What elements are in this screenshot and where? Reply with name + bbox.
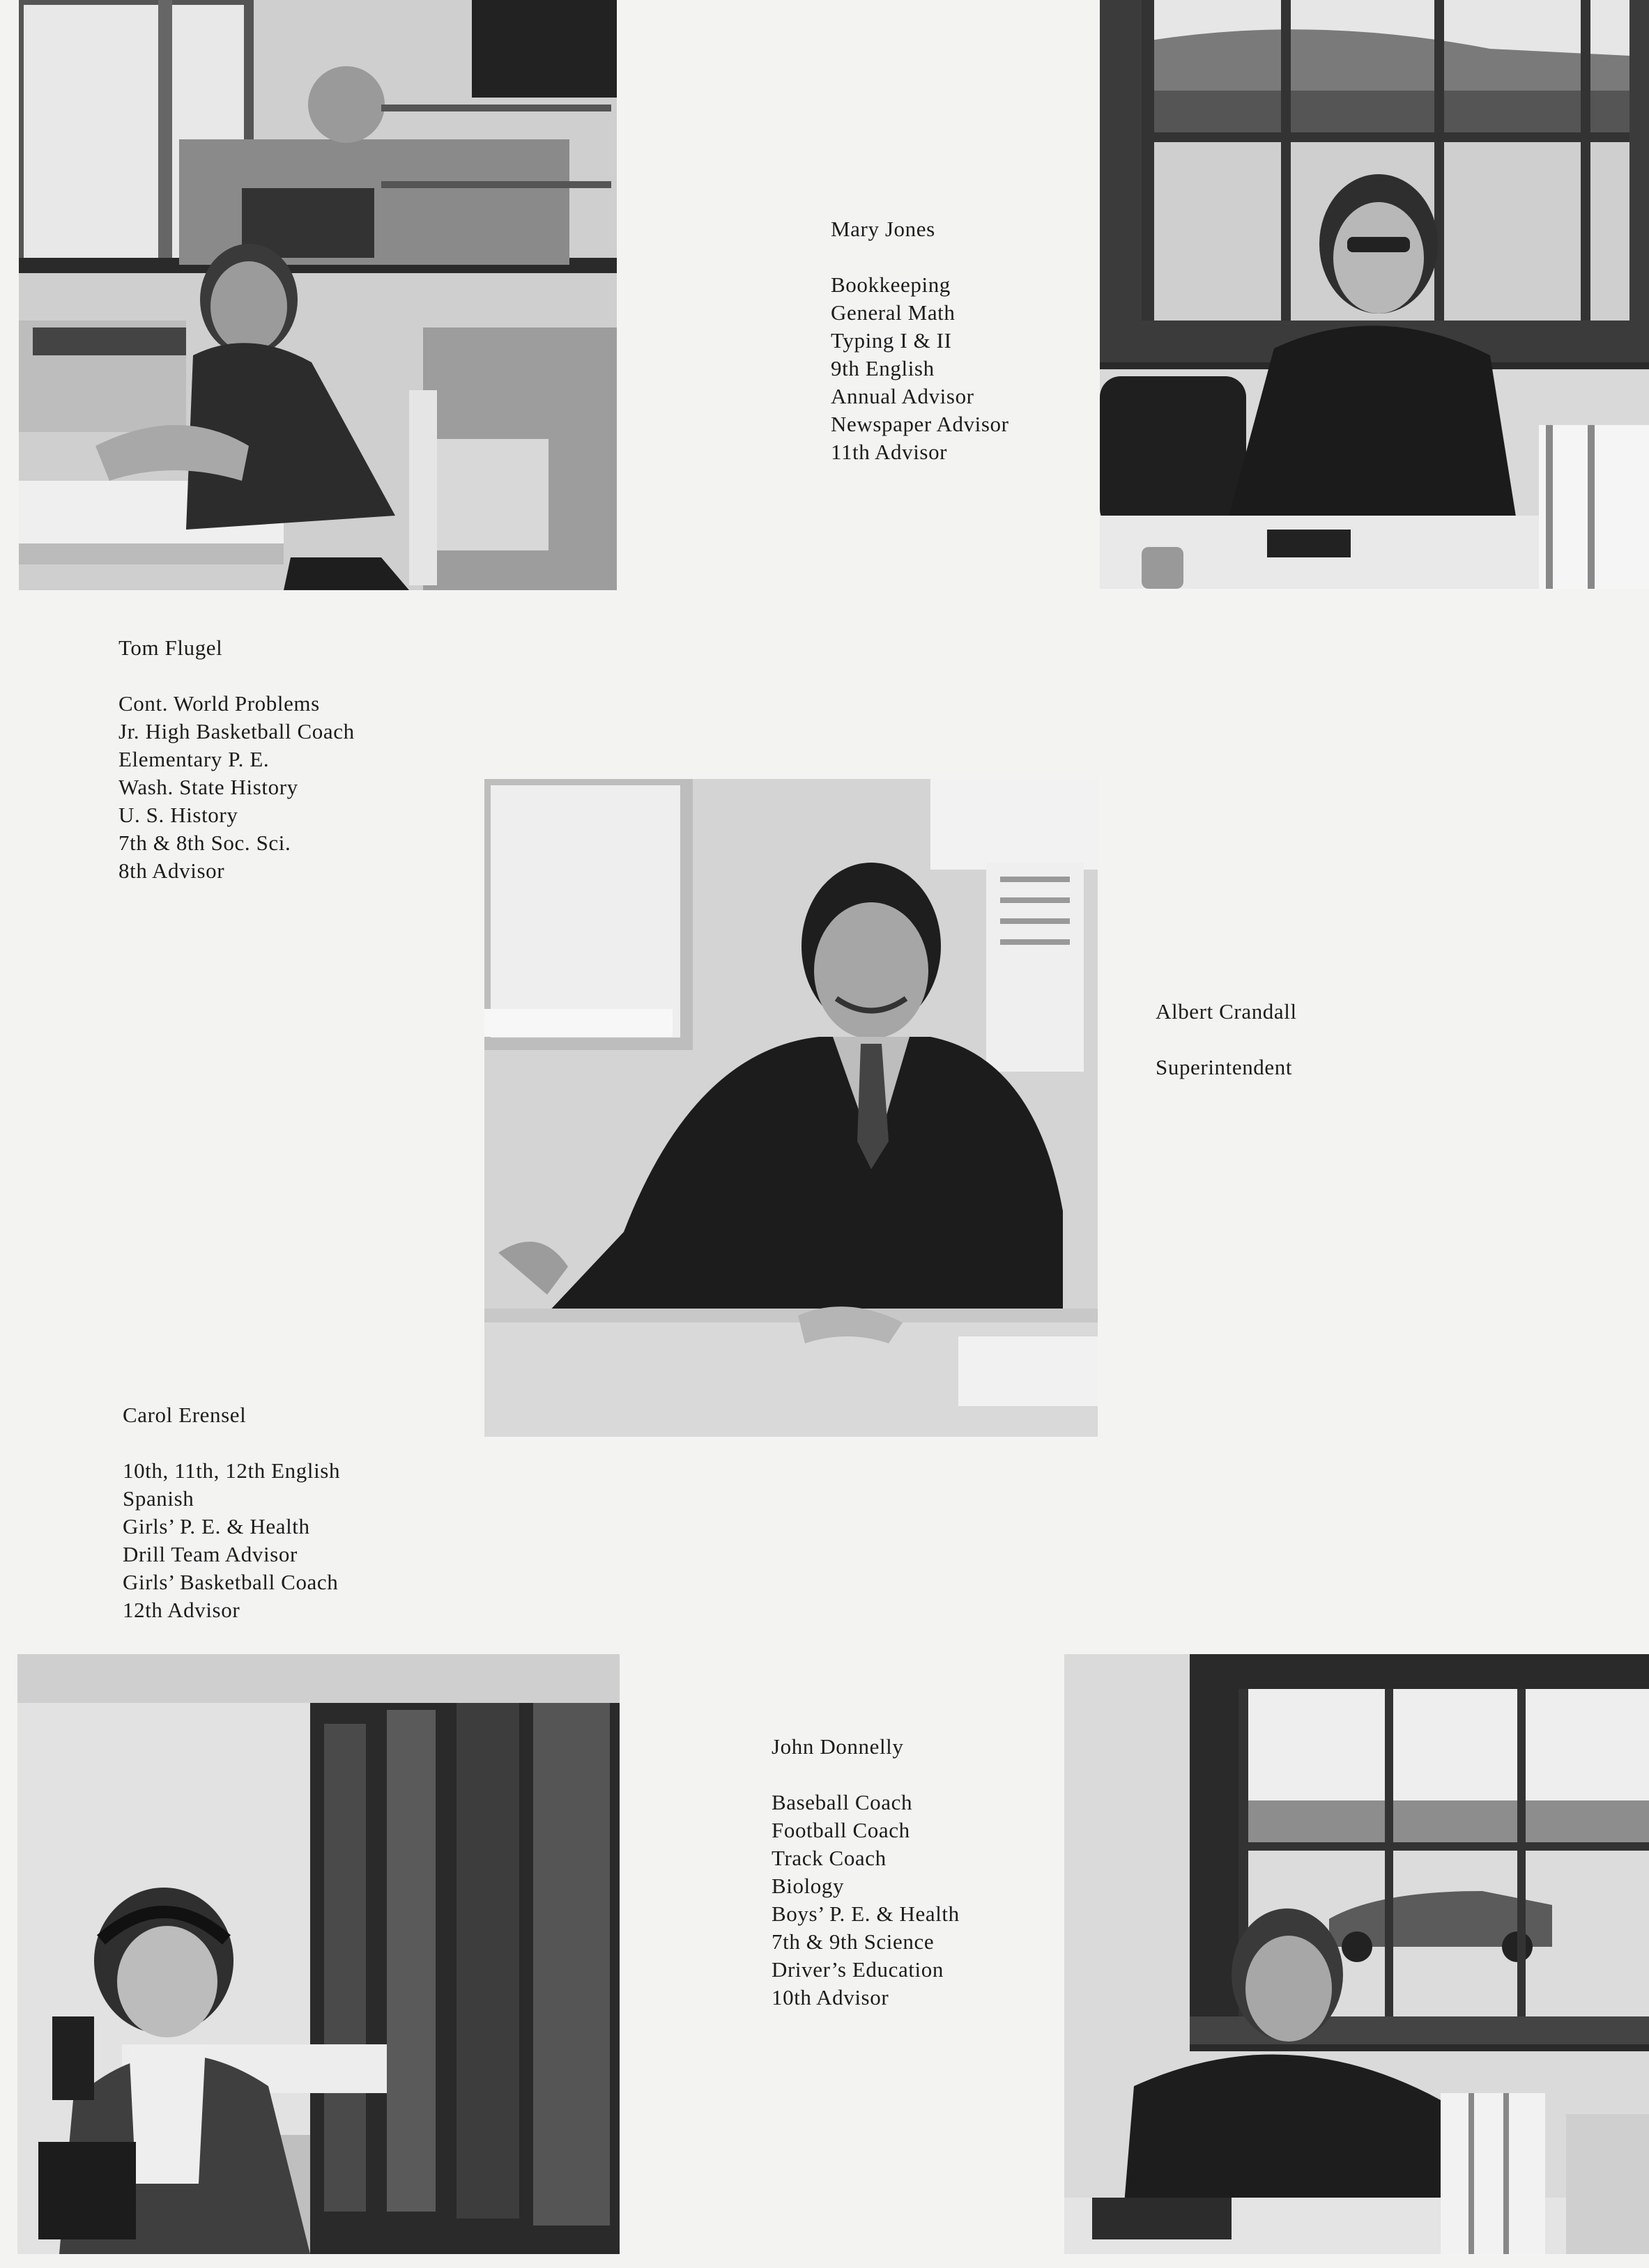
caption-john-donnelly: [772, 1733, 960, 2012]
duty-item: General Math: [831, 300, 956, 325]
duty-item: 7th & 9th Science: [772, 1929, 935, 1954]
duty-item: Track Coach: [772, 1846, 887, 1870]
duty-item: Cont. World Problems: [118, 691, 320, 716]
staff-name-john-donnelly: John Donnelly: [772, 1734, 904, 1759]
photo-john-donnelly: [1064, 1654, 1649, 2254]
duty-item: Wash. State History: [118, 775, 298, 799]
duty-item: Newspaper Advisor: [831, 412, 1009, 436]
duty-item: 10th, 11th, 12th English: [123, 1458, 341, 1483]
photo-carol-erensel: [17, 1654, 620, 2254]
staff-name-tom-flugel: Tom Flugel: [118, 635, 223, 660]
caption-albert-crandall: [1156, 998, 1297, 1081]
duty-item: Annual Advisor: [831, 384, 974, 408]
duty-item: Girls’ P. E. & Health: [123, 1514, 310, 1538]
duty-item: Elementary P. E.: [118, 747, 270, 771]
caption-tom-flugel: [118, 634, 355, 885]
duty-item: Baseball Coach: [772, 1790, 913, 1814]
duty-item: Biology: [772, 1874, 845, 1898]
staff-name-mary-jones: Mary Jones: [831, 217, 935, 241]
duty-item: 9th English: [831, 356, 935, 380]
duty-item: 7th & 8th Soc. Sci.: [118, 831, 291, 855]
duty-item: Girls’ Basketball Coach: [123, 1570, 339, 1594]
duty-item: Boys’ P. E. & Health: [772, 1901, 960, 1926]
photo-albert-crandall: [484, 779, 1098, 1437]
duty-item: Driver’s Education: [772, 1957, 944, 1982]
photo-tom-flugel: [19, 0, 617, 590]
staff-name-carol-erensel: Carol Erensel: [123, 1403, 247, 1427]
duty-item: Drill Team Advisor: [123, 1542, 298, 1566]
duty-item: U. S. History: [118, 803, 238, 827]
duty-item: Superintendent: [1156, 1055, 1293, 1079]
duty-item: Bookkeeping: [831, 272, 951, 297]
duty-item: 12th Advisor: [123, 1598, 240, 1622]
duty-item: Typing I & II: [831, 328, 952, 353]
duty-item: 10th Advisor: [772, 1985, 889, 2009]
photo-mary-jones: [1100, 0, 1649, 589]
caption-mary-jones: [831, 215, 1009, 466]
duty-item: Football Coach: [772, 1818, 910, 1842]
duty-item: 8th Advisor: [118, 858, 225, 883]
caption-carol-erensel: [123, 1401, 340, 1624]
duty-item: Spanish: [123, 1486, 194, 1511]
staff-name-albert-crandall: Albert Crandall: [1156, 999, 1297, 1024]
duty-item: 11th Advisor: [831, 440, 948, 464]
duty-item: Jr. High Basketball Coach: [118, 719, 355, 743]
